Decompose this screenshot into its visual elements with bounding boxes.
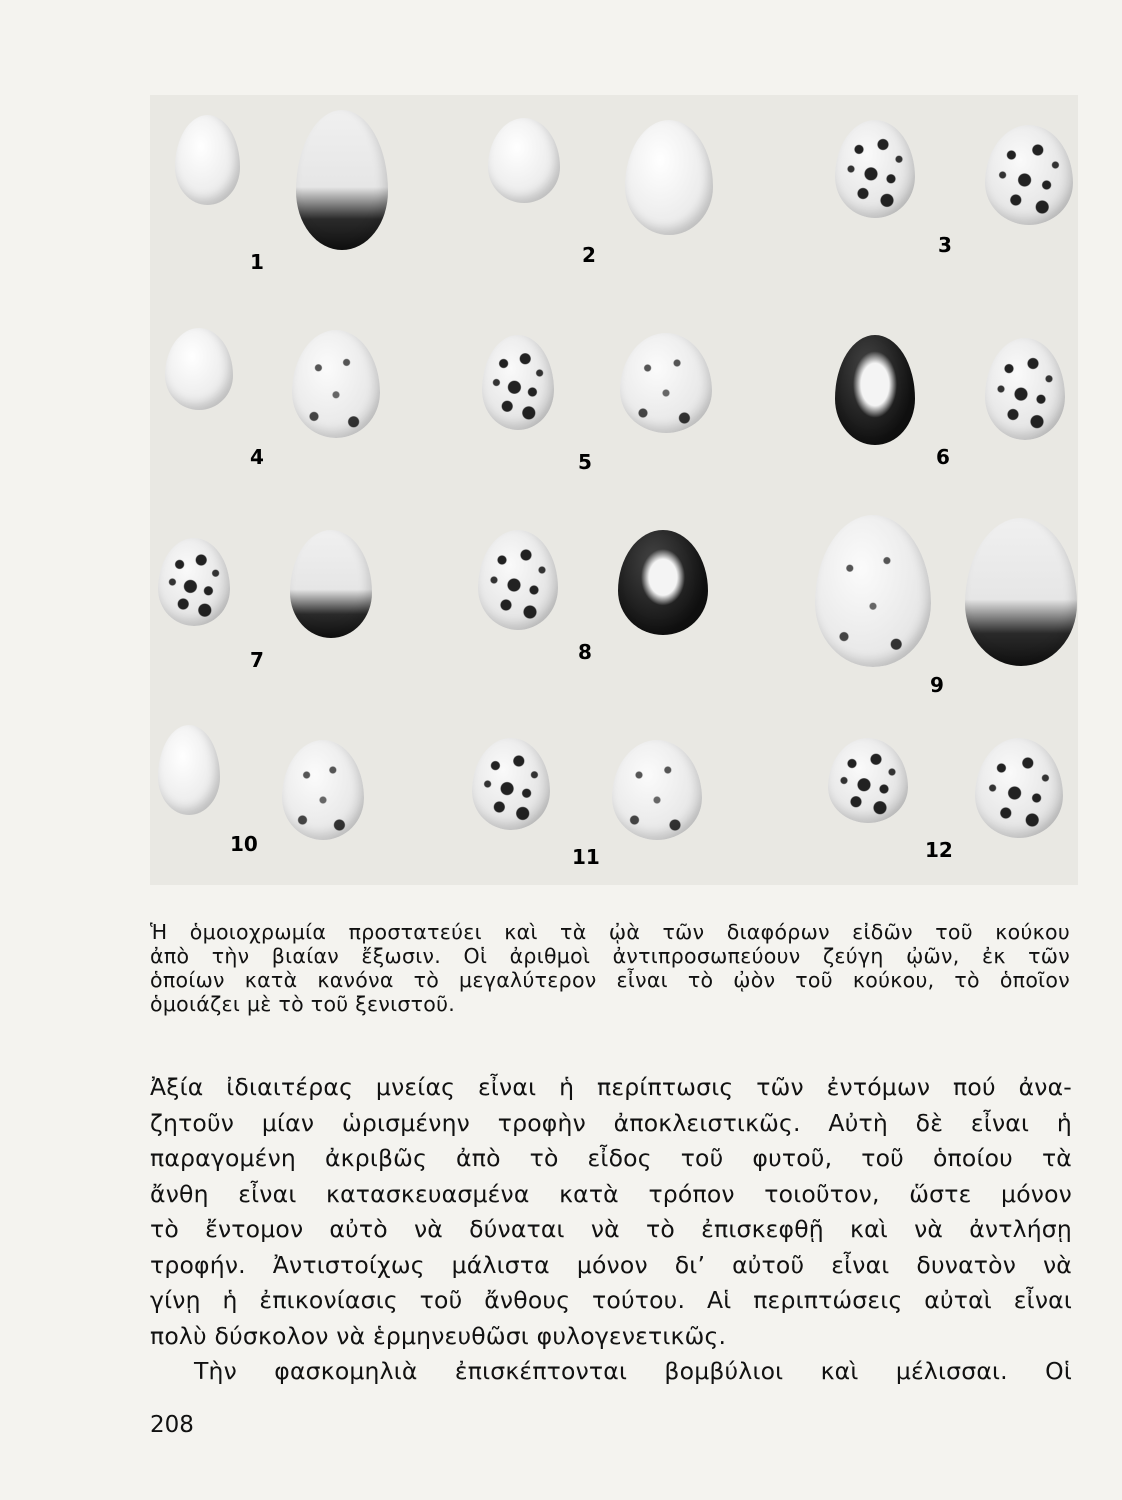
caption-line: ὁμοιάζει μὲ τὸ τοῦ ξενιστοῦ. xyxy=(150,992,456,1016)
egg-pair-number: 6 xyxy=(936,445,950,469)
egg-pair-number: 9 xyxy=(930,673,944,697)
caption-line: ὁποίων κατὰ κανόνα τὸ μεγαλύτερον εἶναι τὸ ᾠὸν τοῦ κούκου, τὸ ὁποῖον xyxy=(150,968,1070,992)
body-line: παραγομένη ἀκριβῶς ἀπὸ τὸ εἶδος τοῦ φυτοῦ, τοῦ ὁποίου τὰ xyxy=(150,1144,1072,1172)
body-line: τὸ ἔντομον αὐτὸ νὰ δύναται νὰ τὸ ἐπισκεφθῇ καὶ νὰ ἀντλήσῃ xyxy=(150,1215,1072,1243)
caption-line: Ἡ ὁμοιοχρωμία προστατεύει καὶ τὰ ᾠὰ τῶν διαφόρων εἰδῶν τοῦ κούκου xyxy=(150,920,1070,944)
egg-pair-number: 4 xyxy=(250,445,264,469)
body-line: πολὺ δύσκολον νὰ ἑρμηνευθῶσι φυλογενετικῶς. xyxy=(150,1321,727,1350)
body-paragraphs xyxy=(150,1070,1072,1390)
egg-pair-number: 11 xyxy=(572,845,600,869)
body-line: ἄνθη εἶναι κατασκευασμένα κατὰ τρόπον τοιοῦτον, ὥστε μόνον xyxy=(150,1179,1072,1208)
egg-pair-number: 1 xyxy=(250,250,264,274)
egg-pair-number: 7 xyxy=(250,648,264,672)
figure-caption xyxy=(150,920,1070,1016)
body-line: τροφήν. Ἀντιστοίχως μάλιστα μόνον δι’ αὐτοῦ εἶναι δυνατὸν νὰ xyxy=(150,1250,1072,1279)
egg-pair-number: 12 xyxy=(925,838,953,862)
egg-pair-number: 5 xyxy=(578,450,592,474)
body-line: Ἀξία ἰδιαιτέρας μνείας εἶναι ἡ περίπτωσις τῶν ἐντόμων πού ἀνα- xyxy=(150,1073,1072,1101)
caption-line: ἀπὸ τὴν βιαίαν ἔξωσιν. Οἱ ἀριθμοὶ ἀντιπροσωπεύουν ζεύγη ᾠῶν, ἐκ τῶν xyxy=(150,944,1070,968)
page-number: 208 xyxy=(150,1412,194,1438)
egg-pair-number: 2 xyxy=(582,243,596,267)
egg-pair-number: 10 xyxy=(230,832,258,856)
body-line: ζητοῦν μίαν ὡρισμένην τροφὴν ἀποκλειστικῶς. Αὐτὴ δὲ εἶναι ἡ xyxy=(150,1108,1072,1137)
body-line: γίνῃ ἡ ἐπικονίασις τοῦ ἄνθους τούτου. Αἱ περιπτώσεις αὐταὶ εἶναι xyxy=(150,1286,1072,1314)
body-line: Τὴν φασκομηλιὰ ἐπισκέπτονται βομβύλιοι καὶ μέλισσαι. Οἱ xyxy=(194,1357,1072,1385)
egg-pair-number: 8 xyxy=(578,640,592,664)
egg-pair-number: 3 xyxy=(938,233,952,257)
